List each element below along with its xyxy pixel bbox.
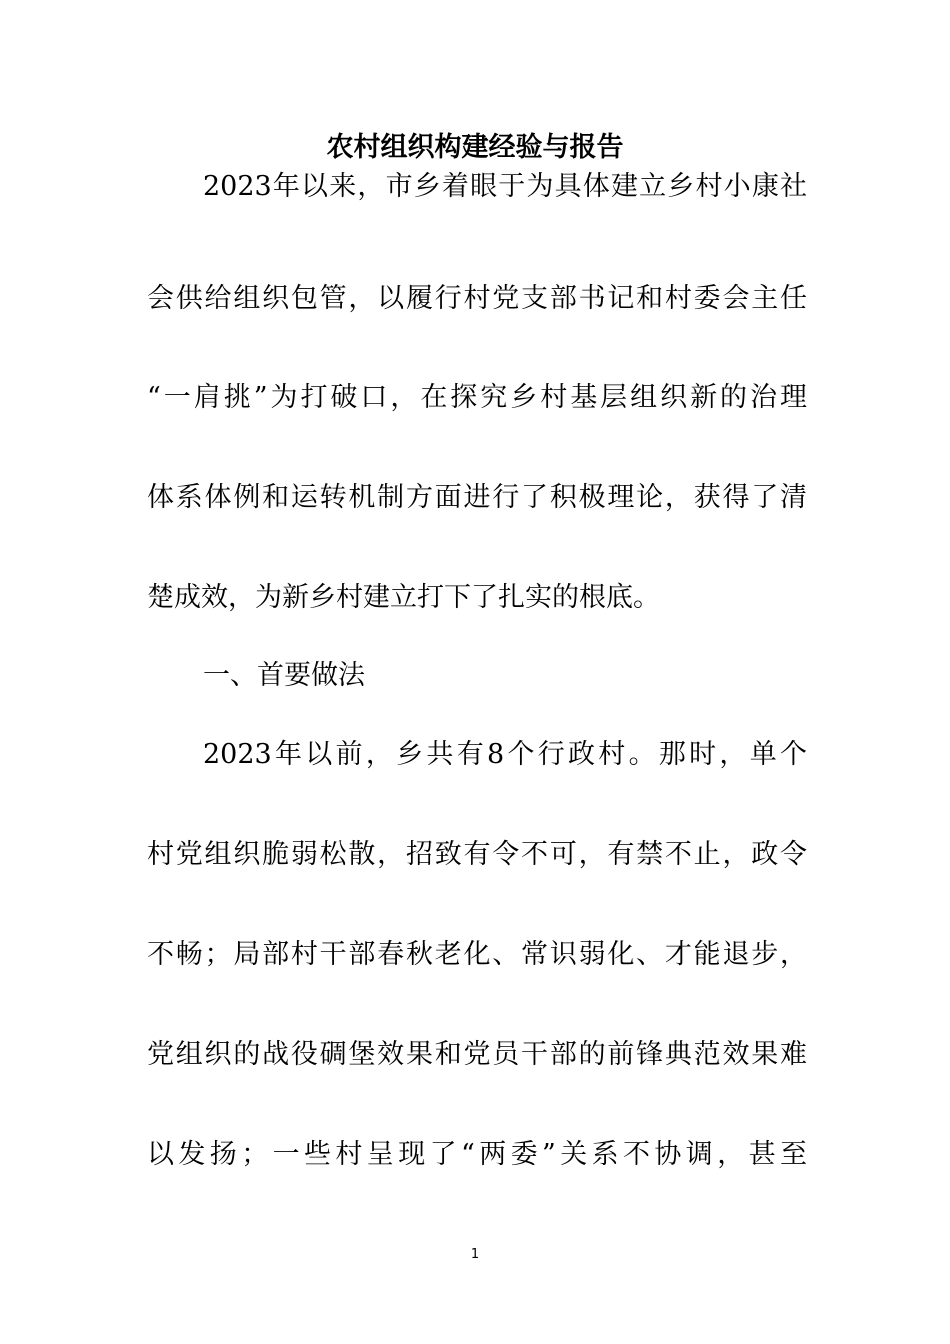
page-number: 1 [470,1247,480,1262]
paragraph-line: 2023年以来，市乡着眼于为具体建立乡村小康社 [203,171,807,202]
paragraph-line: “一肩挑”为打破口，在探究乡村基层组织新的治理 [147,382,807,413]
paragraph-line: 体系体例和运转机制方面进行了积极理论，获得了清 [147,482,807,513]
paragraph-line: 不畅；局部村干部春秋老化、常识弱化、才能退步， [147,939,807,970]
paragraph-line: 2023年以前，乡共有8个行政村。那时，单个 [203,739,807,770]
paragraph-line: 村党组织脆弱松散，招致有令不可，有禁不止，政令 [147,839,807,870]
paragraph-line: 楚成效，为新乡村建立打下了扎实的根底。 [147,582,660,613]
paragraph-line: 以发扬；一些村呈现了“两委”关系不协调，甚至 [147,1139,807,1170]
paragraph-line: 会供给组织包管，以履行村党支部书记和村委会主任 [147,283,807,314]
document-title: 农村组织构建经验与报告 [326,132,624,163]
paragraph-line: 党组织的战役碉堡效果和党员干部的前锋典范效果难 [147,1039,807,1070]
section-heading: 一、首要做法 [203,660,365,691]
